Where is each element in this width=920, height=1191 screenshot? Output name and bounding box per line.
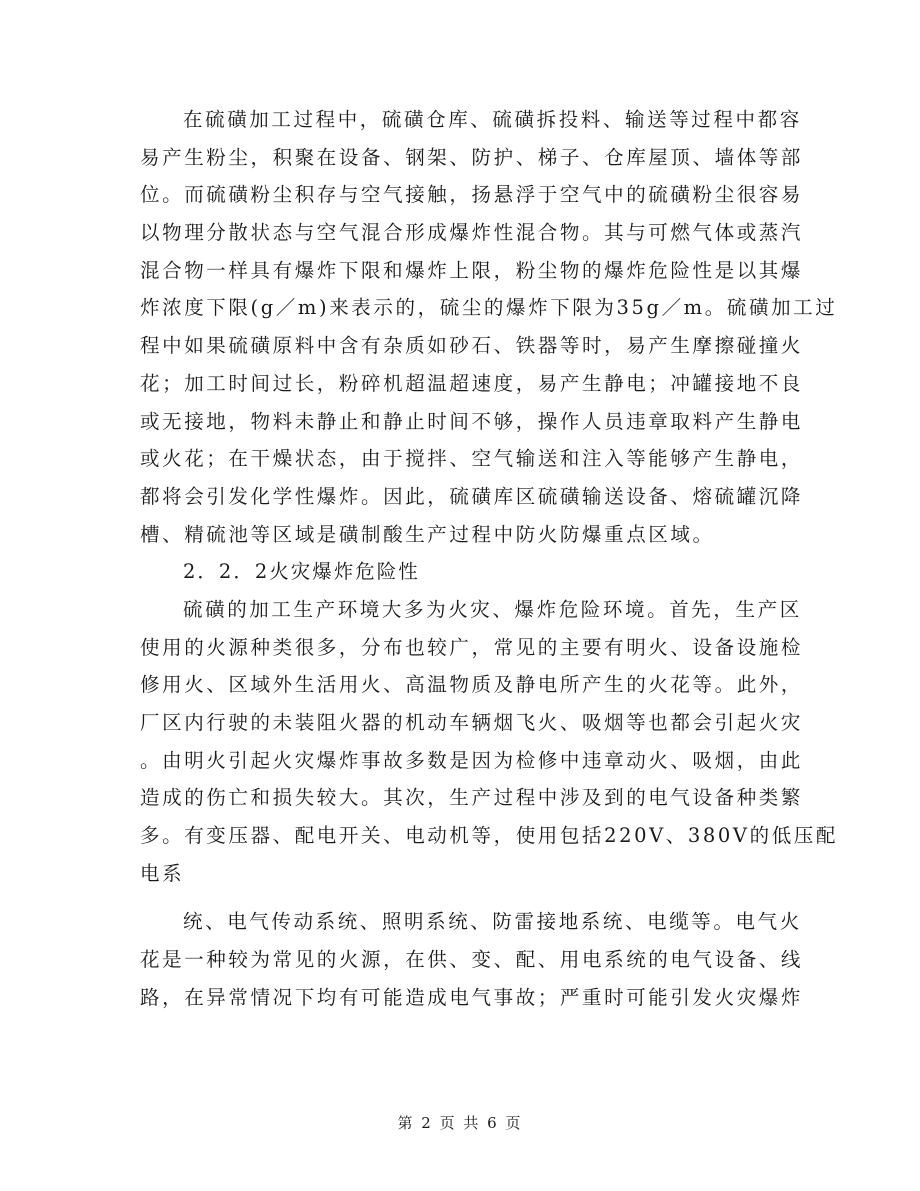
paragraph-line: 造成的伤亡和损失较大。其次，生产过程中涉及到的电气设备种类繁 <box>140 786 804 810</box>
paragraph-line: 以物理分散状态与空气混合形成爆炸性混合物。其与可燃气体或蒸汽 <box>140 221 804 245</box>
paragraph-line: 易产生粉尘，积聚在设备、钢架、防护、梯子、仓库屋顶、墙体等部 <box>140 145 804 169</box>
section-heading: 2．2．2火灾爆炸危险性 <box>183 560 420 584</box>
document-body <box>140 101 839 1017</box>
paragraph-line: 槽、精硫池等区域是磺制酸生产过程中防火防爆重点区域。 <box>140 522 715 546</box>
paragraph-line: 厂区内行驶的未装阻火器的机动车辆烟飞火、吸烟等也都会引起火灾 <box>140 711 804 734</box>
paragraph-line: 在硫磺加工过程中，硫磺仓库、硫磺拆投料、输送等过程中都容 <box>183 108 802 131</box>
paragraph-line: 或火花；在干燥状态，由于搅拌、空气输送和注入等能够产生静电， <box>140 447 804 471</box>
page-number-footer: 第 2 页 共 6 页 <box>397 1114 523 1132</box>
paragraph-line: 统、电气传动系统、照明系统、防雷接地系统、电缆等。电气火 <box>183 910 802 934</box>
paragraph-line: 多。有变压器、配电开关、电动机等，使用包括220V、380V的低压配 <box>140 824 839 848</box>
paragraph-line: 电系 <box>140 861 185 885</box>
paragraph-line: 使用的火源种类很多，分布也较广，常见的主要有明火、设备设施检 <box>140 635 804 659</box>
paragraph-line: 花是一种较为常见的火源，在供、变、配、用电系统的电气设备、线 <box>140 948 804 972</box>
paragraph-line: 路，在异常情况下均有可能造成电气事故；严重时可能引发火灾爆炸 <box>140 985 804 1009</box>
paragraph-line: 或无接地，物料未静止和静止时间不够，操作人员违章取料产生静电 <box>140 409 804 433</box>
paragraph-line: 炸浓度下限(g／m)来表示的，硫尘的爆炸下限为35g／m。硫磺加工过 <box>140 296 838 320</box>
paragraph-line: 都将会引发化学性爆炸。因此，硫磺库区硫磺输送设备、熔硫罐沉降 <box>140 484 804 508</box>
paragraph-line: 混合物一样具有爆炸下限和爆炸上限，粉尘物的爆炸危险性是以其爆 <box>140 258 804 282</box>
paragraph-line: 修用火、区域外生活用火、高温物质及静电所产生的火花等。此外， <box>140 673 804 697</box>
paragraph-line: 。由明火引起火灾爆炸事故多数是因为检修中违章动火、吸烟，由此 <box>140 748 804 772</box>
paragraph-gap <box>140 892 780 903</box>
paragraph-line: 程中如果硫磺原料中含有杂质如砂石、铁器等时，易产生摩擦碰撞火 <box>140 334 804 358</box>
paragraph-line: 位。而硫磺粉尘积存与空气接触，扬悬浮于空气中的硫磺粉尘很容易 <box>140 183 804 207</box>
paragraph-line: 硫磺的加工生产环境大多为火灾、爆炸危险环境。首先，生产区 <box>183 597 802 621</box>
paragraph-line: 花；加工时间过长，粉碎机超温超速度，易产生静电；冲罐接地不良 <box>140 371 804 395</box>
